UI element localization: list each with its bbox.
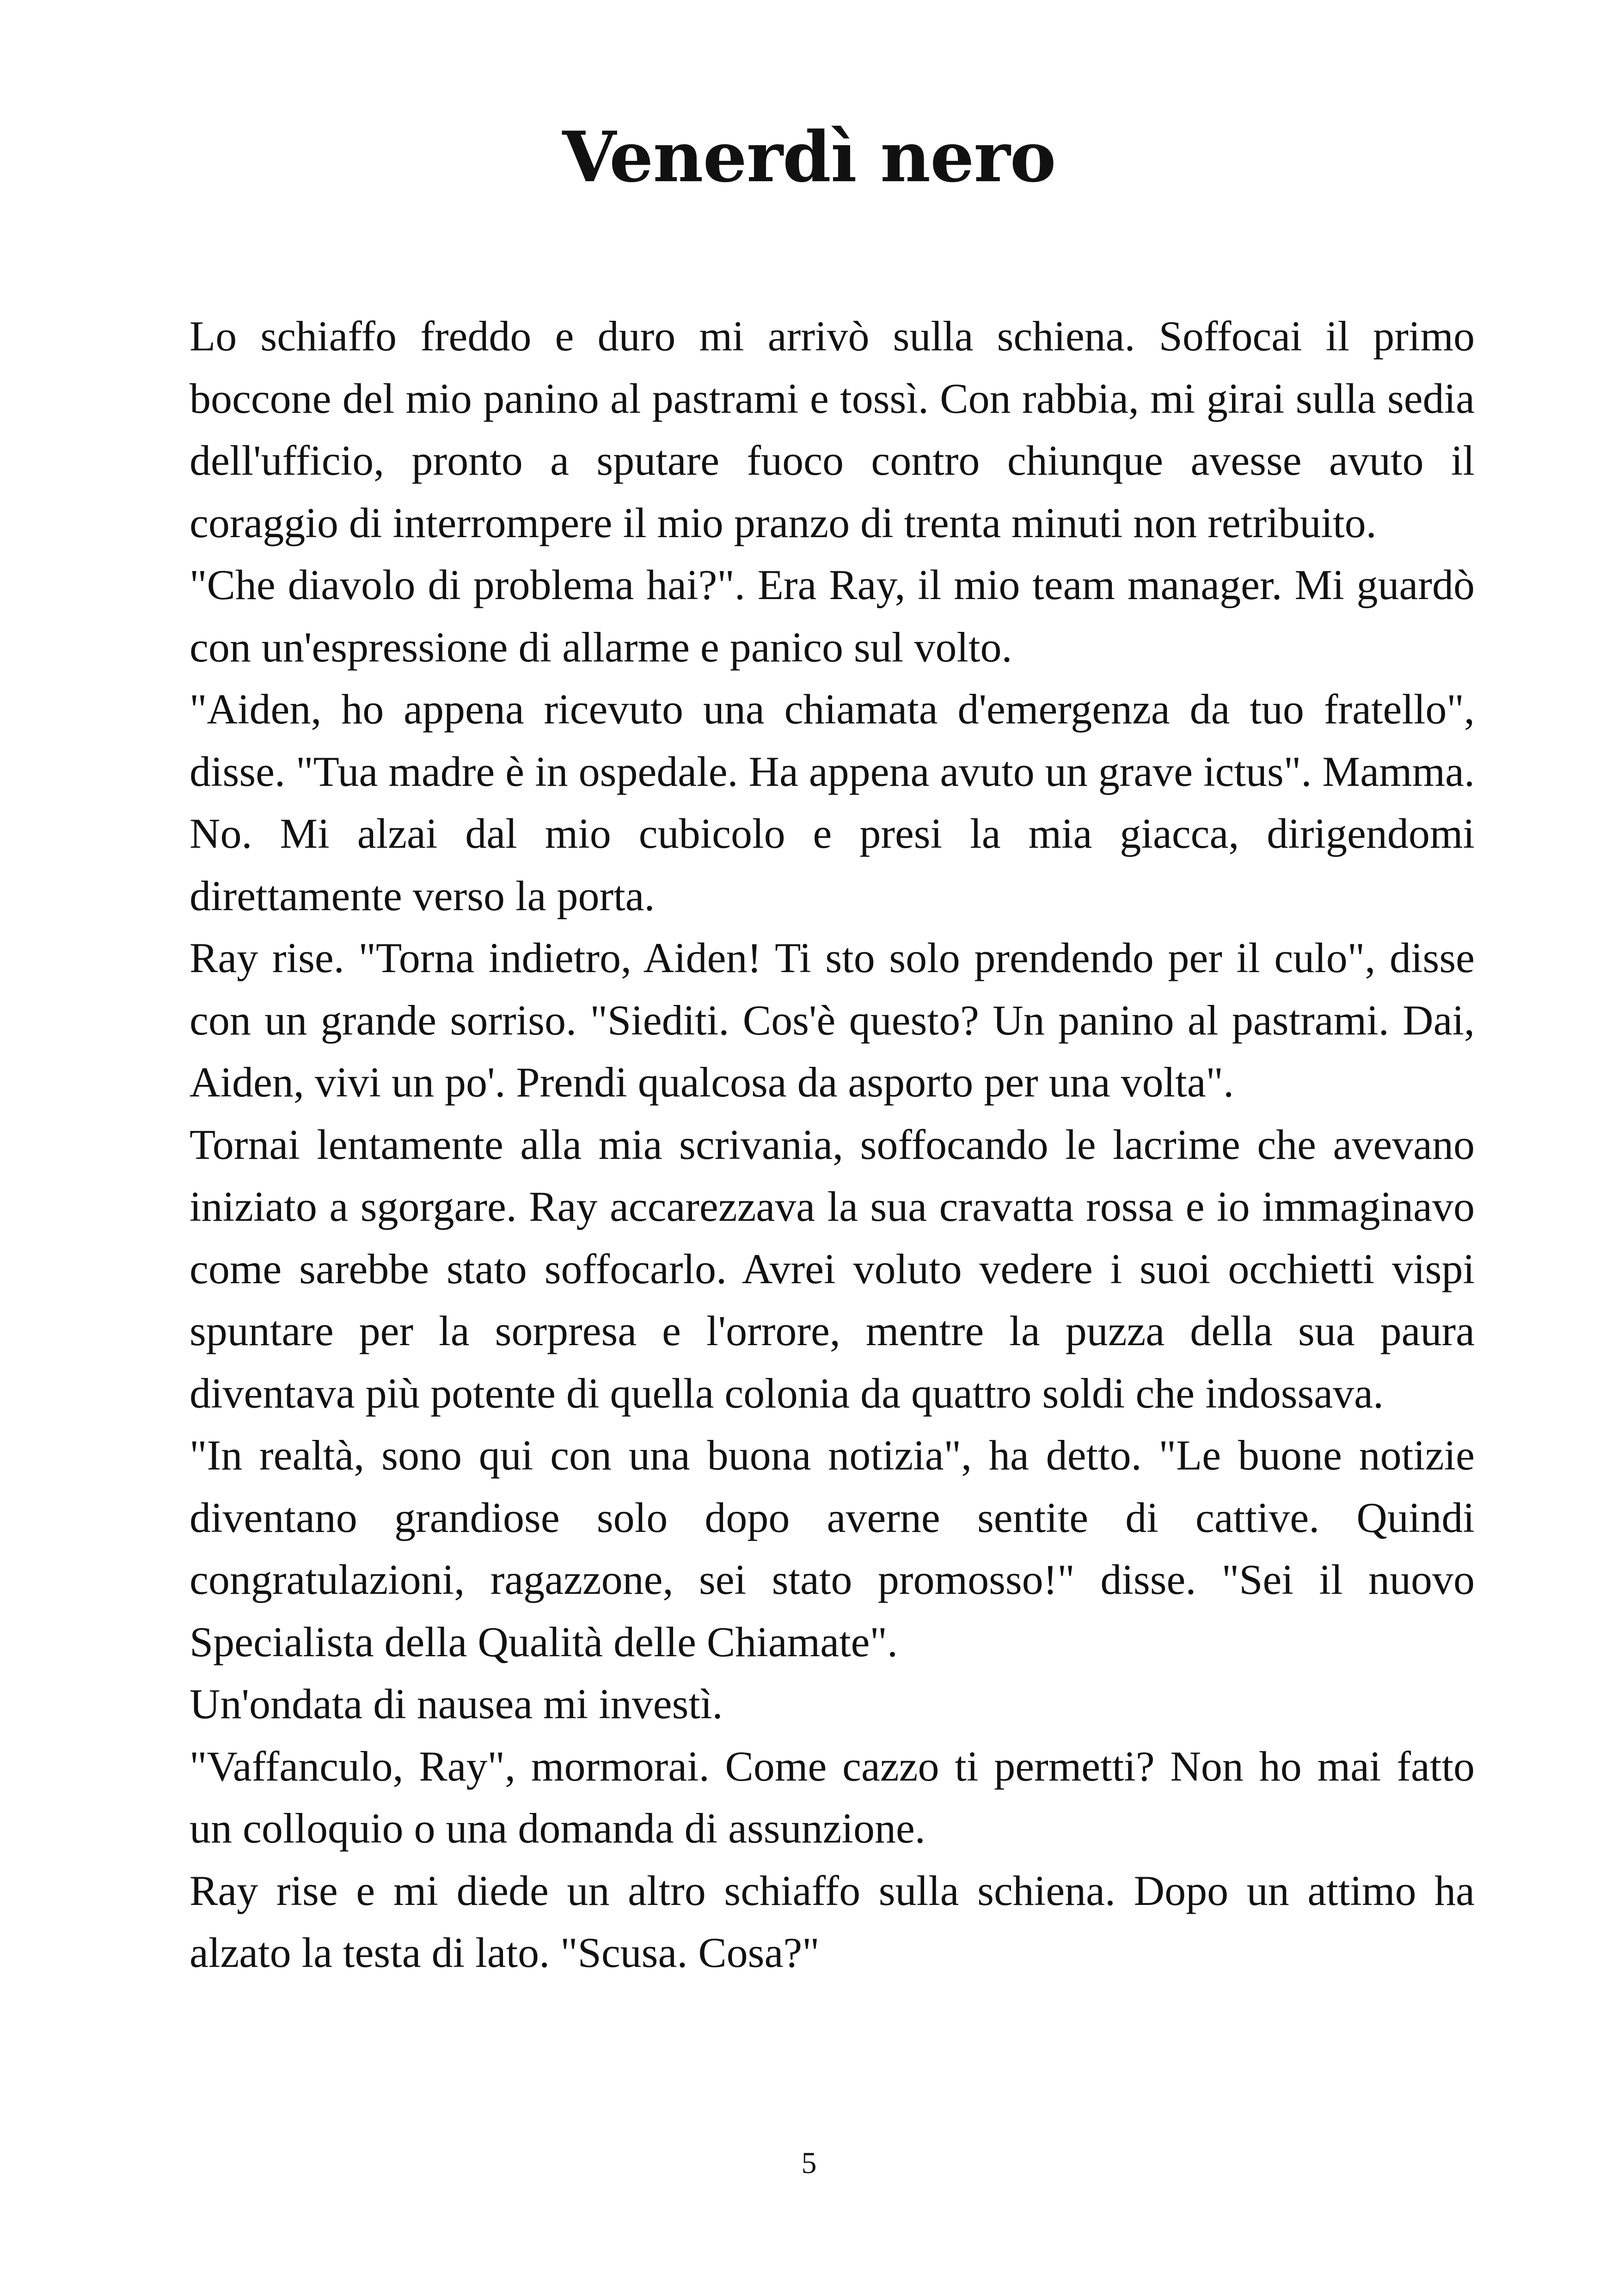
paragraph: Ray rise e mi diede un altro schiaffo sulla schiena. Dopo un attimo ha alzato la testa di lato. "Scusa. Cosa?" bbox=[190, 1867, 1475, 1976]
paragraph: "In realtà, sono qui con una buona notizia", ha detto. "Le buone notizie diventano grandiose solo dopo averne sentite di cattive. Quindi congratulazioni, ragazzone, sei stato promosso!" disse. "Sei il nuovo Specialista della Qualità delle Chiamate". bbox=[190, 1432, 1475, 1665]
chapter-body bbox=[190, 305, 1475, 1984]
page-number: 5 bbox=[801, 2146, 817, 2180]
paragraph: Ray rise. "Torna indietro, Aiden! Ti sto solo prendendo per il culo", disse con un grande sorriso. "Siediti. Cos'è questo? Un panino al pastrami. Dai, Aiden, vivi un po'. Prendi qualcosa da asporto per una volta". bbox=[190, 934, 1475, 1106]
paragraph: Un'ondata di nausea mi investì. bbox=[190, 1680, 723, 1727]
paragraph: "Vaffanculo, Ray", mormorai. Come cazzo ti permetti? Non ho mai fatto un colloquio o una domanda di assunzione. bbox=[190, 1742, 1475, 1852]
chapter-title: Venerdì nero bbox=[562, 116, 1056, 198]
paragraph: Tornai lentamente alla mia scrivania, soffocando le lacrime che avevano iniziato a sgorgare. Ray accarezzava la sua cravatta rossa e io immaginavo come sarebbe stato soffocarlo. Avrei voluto vedere i suoi occhietti vispi spuntare per la sorpresa e l'orrore, mentre la puzza della sua paura diventava più potente di quella colonia da quattro soldi che indossava. bbox=[190, 1120, 1475, 1417]
paragraph: Lo schiaffo freddo e duro mi arrivò sulla schiena. Soffocai il primo boccone del mio panino al pastrami e tossì. Con rabbia, mi girai sulla sedia dell'ufficio, pronto a sputare fuoco contro chiunque avesse avuto il coraggio di interrompere il mio pranzo di trenta minuti non retribuito. bbox=[190, 312, 1475, 546]
paragraph: "Aiden, ho appena ricevuto una chiamata d'emergenza da tuo fratello", disse. "Tua madre è in ospedale. Ha appena avuto un grave ictus". Mamma. No. Mi alzai dal mio cubicolo e presi la mia giacca, dirigendomi direttamente verso la porta. bbox=[190, 686, 1475, 919]
paragraph: "Che diavolo di problema hai?". Era Ray, il mio team manager. Mi guardò con un'espressione di allarme e panico sul volto. bbox=[190, 561, 1475, 671]
